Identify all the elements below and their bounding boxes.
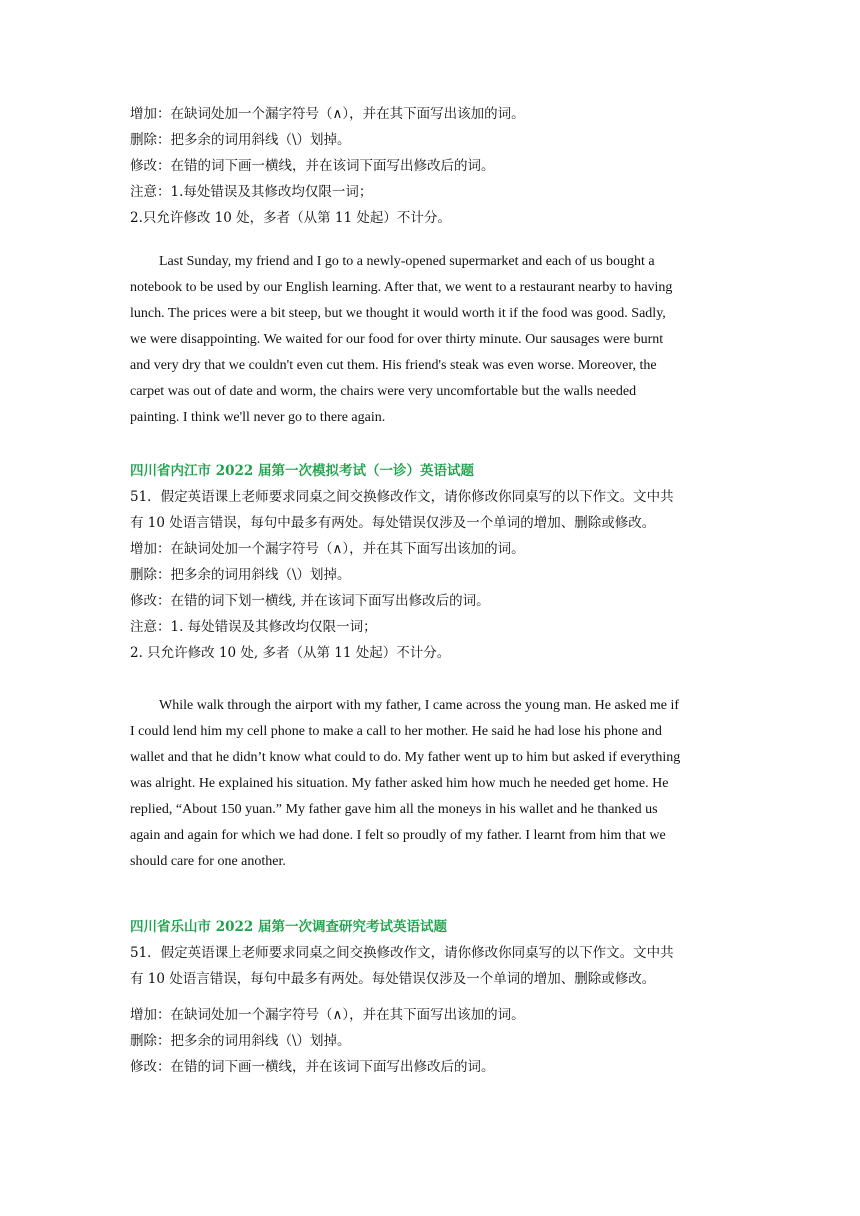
instruction-delete: 删除：把多余的词用斜线（\）划掉。: [130, 1033, 351, 1049]
question-line: 51．假定英语课上老师要求同桌之间交换修改作文，请你修改你同桌写的以下作文。文中共: [130, 945, 674, 961]
instruction-limit: 2.只允许修改 10 处，多者（从第 11 处起）不计分。: [130, 210, 451, 226]
passage-line: carpet was out of date and worm, the chairs were very uncomfortable but the walls needed: [130, 384, 637, 399]
question-line: 51．假定英语课上老师要求同桌之间交换修改作文，请你修改你同桌写的以下作文。文中共: [130, 489, 674, 505]
passage-line: was alright. He explained his situation. My father asked him how much he needed get home. He: [130, 776, 669, 791]
instruction-modify: 修改：在错的词下划一横线, 并在该词下面写出修改后的词。: [130, 593, 490, 609]
section-title-leshan: 四川省乐山市 2022 届第一次调查研究考试英语试题: [130, 919, 447, 935]
instruction-modify: 修改：在错的词下画一横线，并在该词下面写出修改后的词。: [130, 158, 495, 174]
section-title-neijiang: 四川省内江市 2022 届第一次模拟考试（一诊）英语试题: [130, 463, 474, 479]
instruction-add: 增加：在缺词处加一个漏字符号（∧），并在其下面写出该加的词。: [130, 1007, 525, 1023]
passage-line: replied, “About 150 yuan.” My father gave him all the moneys in his wallet and he thanked us: [130, 802, 658, 817]
instruction-modify: 修改：在错的词下画一横线，并在该词下面写出修改后的词。: [130, 1059, 495, 1075]
instruction-note: 注意：1.每处错误及其修改均仅限一词；: [130, 184, 373, 200]
passage-line: Last Sunday, my friend and I go to a newly-opened supermarket and each of us bought a: [159, 254, 655, 269]
instruction-note: 注意：1. 每处错误及其修改均仅限一词；: [130, 619, 377, 635]
instruction-add: 增加：在缺词处加一个漏字符号（∧），并在其下面写出该加的词。: [130, 541, 525, 557]
instruction-limit: 2. 只允许修改 10 处, 多者（从第 11 处起）不计分。: [130, 645, 451, 661]
passage-line: notebook to be used by our English learning. After that, we went to a restaurant nearby to having: [130, 280, 673, 295]
question-line: 有 10 处语言错误，每句中最多有两处。每处错误仅涉及一个单词的增加、删除或修改。: [130, 971, 656, 987]
passage-line: wallet and that he didn’t know what could to do. My father went up to him but asked if everything: [130, 750, 681, 765]
passage-line: I could lend him my cell phone to make a call to her mother. He said he had lose his phone and: [130, 724, 662, 739]
passage-line: again and again for which we had done. I felt so proudly of my father. I learnt from him that we: [130, 828, 666, 843]
passage-line: While walk through the airport with my father, I came across the young man. He asked me if: [159, 698, 679, 713]
passage-line: and very dry that we couldn't even cut them. His friend's steak was even worse. Moreover, the: [130, 358, 657, 373]
passage-line: lunch. The prices were a bit steep, but we thought it would worth it if the food was good. Sadly,: [130, 306, 666, 321]
passage-line: we were disappointing. We waited for our food for over thirty minute. Our sausages were burnt: [130, 332, 664, 347]
passage-line: should care for one another.: [130, 854, 286, 869]
question-line: 有 10 处语言错误，每句中最多有两处。每处错误仅涉及一个单词的增加、删除或修改。: [130, 515, 656, 531]
instruction-add: 增加：在缺词处加一个漏字符号（∧），并在其下面写出该加的词。: [130, 106, 525, 122]
instruction-delete: 删除：把多余的词用斜线（\）划掉。: [130, 567, 351, 583]
passage-line: painting. I think we'll never go to there again.: [130, 410, 386, 425]
instruction-delete: 删除：把多余的词用斜线（\）划掉。: [130, 132, 351, 148]
